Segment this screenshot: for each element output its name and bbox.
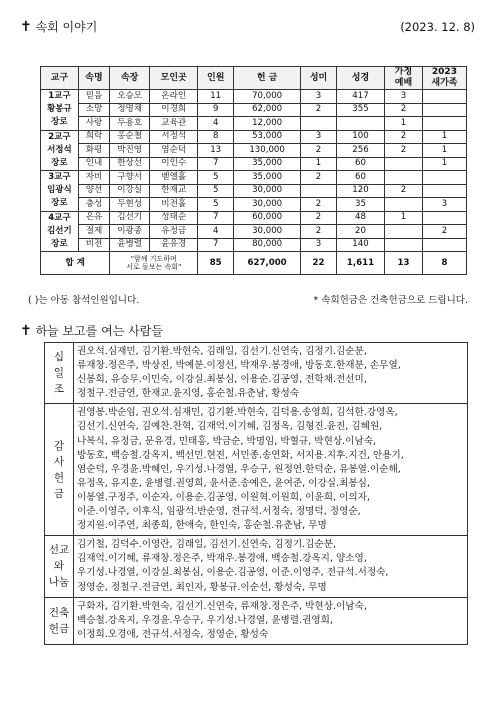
table-cell: 417 <box>336 90 384 104</box>
donor-line: 이정희.오경애, 전규석.서정숙, 정영순, 황성숙 <box>77 628 269 640</box>
table-cell: 4 <box>198 117 234 131</box>
table-cell: 절제 <box>78 225 109 239</box>
table-cell: 이인수 <box>150 157 198 171</box>
total-row <box>41 252 467 275</box>
total-offering: 627,000 <box>234 252 301 275</box>
table-row <box>41 144 467 158</box>
table-cell: 한재교 <box>150 184 198 198</box>
table-cell: 1 <box>422 144 466 158</box>
table-cell: 사랑 <box>78 117 109 131</box>
table-cell: 5 <box>198 171 234 185</box>
table-cell: 유정금 <box>150 225 198 239</box>
table-cell: 12,000 <box>234 117 301 131</box>
table-cell: 1 <box>422 157 466 171</box>
table-cell: 62,000 <box>234 103 301 117</box>
table-cell: 35,000 <box>234 157 301 171</box>
total-family: 13 <box>385 252 423 275</box>
donor-line: 정철구.전금연, 한재교.윤지영, 홍순철.유춘남, 황성숙 <box>77 388 300 400</box>
table-cell: 5 <box>198 198 234 212</box>
column-header: 모인곳 <box>150 67 198 90</box>
table-cell <box>422 117 466 131</box>
table-cell <box>385 198 423 212</box>
table-cell: 교육관 <box>150 117 198 131</box>
table-row <box>41 184 467 198</box>
donor-line: 나복식, 유정금, 문유경, 민태홍, 박금순, 박명임, 박혈규, 박현상.이남숙, <box>77 435 377 447</box>
table-row <box>41 117 467 131</box>
table-row <box>41 157 467 171</box>
table-cell: 믿음 <box>78 90 109 104</box>
table-cell: 온유 <box>78 211 109 225</box>
column-header: 속장 <box>110 67 150 90</box>
table-cell: 7 <box>198 238 234 252</box>
table-cell: 3 <box>301 238 337 252</box>
table-cell: 4 <box>198 225 234 239</box>
table-cell: 2 <box>385 144 423 158</box>
table-cell: 120 <box>336 184 384 198</box>
table-cell: 벧엘홀 <box>150 171 198 185</box>
offering-note: * 속회헌금은 건축헌금으로 드립니다. <box>313 295 468 306</box>
table-cell: 2 <box>301 144 337 158</box>
table-cell <box>422 238 466 252</box>
table-cell: 80,000 <box>234 238 301 252</box>
column-header: 교구 <box>41 67 79 90</box>
table-cell: 100 <box>336 130 384 144</box>
table-cell: 2 <box>301 225 337 239</box>
offering-category-row <box>45 404 468 536</box>
table-cell: 140 <box>336 238 384 252</box>
donor-line: 구화자, 김기환.박현숙, 김선기.신연숙, 류재창.정은주, 박현상.이남숙, <box>77 600 367 612</box>
table-cell: 3 <box>301 90 337 104</box>
donor-line: 이봉열.구정주, 이순자, 이용순.김공영, 이원혁.이원희, 이윤희, 이의자, <box>77 491 370 503</box>
donor-line: 방동호, 백승철.강옥지, 백선민.현진, 서민종.송연화, 서지용.지후.지건, 안용기, <box>77 449 404 461</box>
table-cell: 3 <box>422 198 466 212</box>
section-header-offerings <box>20 322 163 339</box>
table-cell: 성태순 <box>150 211 198 225</box>
offering-category-row <box>45 343 468 404</box>
column-header: 2023 새가족 <box>422 67 466 90</box>
table-cell: 홍순철 <box>110 130 150 144</box>
donor-line: 우기성.나경열, 이강실.최봉심, 이용순.김공영, 이준.이영주, 전규석.서정숙, <box>77 567 389 579</box>
table-cell: 화평 <box>78 144 109 158</box>
table-cell: 35 <box>336 198 384 212</box>
table-row <box>41 171 467 185</box>
column-header: 속명 <box>78 67 109 90</box>
table-row <box>41 225 467 239</box>
table-cell: 130,000 <box>234 144 301 158</box>
table-cell: 2 <box>301 171 337 185</box>
donor-line: 권영봉.박순임, 권오석.심재민, 김기환.박현숙, 김덕용.송영희, 김석한.강영옥, <box>77 407 398 419</box>
table-cell: 48 <box>336 211 384 225</box>
table-row <box>41 130 467 144</box>
table-cell: 53,000 <box>234 130 301 144</box>
child-count-note: ( )는 아동 참석인원입니다. <box>28 295 140 306</box>
table-cell: 20 <box>336 225 384 239</box>
donor-line: 권오석.심재민, 김기환.박현숙, 김래일, 김선기.신연숙, 김정기.김순분, <box>77 346 367 357</box>
total-memo: "함께 기도하며 서로 돌보는 속회" <box>110 252 198 275</box>
table-cell: 이광종 <box>110 225 150 239</box>
table-row <box>41 211 467 225</box>
table-cell: 온라인 <box>150 90 198 104</box>
table-row <box>41 90 467 104</box>
table-cell <box>422 103 466 117</box>
total-people: 85 <box>198 252 234 275</box>
table-cell: 비전 <box>78 238 109 252</box>
donor-line: 유정옥, 유지훈, 윤병렬.권영희, 윤서준.송예은, 윤여준, 이강실.최봉심, <box>77 477 370 489</box>
table-cell: 2 <box>385 130 423 144</box>
donor-line: 염순덕, 우경윤.박혜인, 우기성.나경열, 우승구, 원정연.한덕순, 유봉열.이순해, <box>77 463 401 475</box>
table-cell: 3 <box>385 90 423 104</box>
table-cell: 정명채 <box>110 103 150 117</box>
column-header: 헌 금 <box>234 67 301 90</box>
total-rice: 22 <box>301 252 337 275</box>
donor-line: 백승철.강옥지, 우경윤.우승구, 우기성.나경열, 윤병렬.권영희, <box>77 614 333 626</box>
offering-names-table <box>44 342 468 645</box>
cross-icon: ✝ <box>20 19 32 35</box>
offering-category-row <box>45 597 468 644</box>
table-cell <box>336 117 384 131</box>
table-cell: 1 <box>385 211 423 225</box>
district-cell: 2교구 서정석 장로 <box>41 130 79 171</box>
table-cell <box>422 90 466 104</box>
category-label: 건축 헌금 <box>45 597 74 644</box>
table-cell: 자비 <box>78 171 109 185</box>
category-label: 선교 와 나눔 <box>45 536 74 597</box>
table-cell: 60,000 <box>234 211 301 225</box>
table-cell: 소망 <box>78 103 109 117</box>
donor-list <box>74 536 468 597</box>
district-cell: 1교구 황봉규 장로 <box>41 90 79 131</box>
table-cell: 256 <box>336 144 384 158</box>
district-cell: 4교구 김선기 장로 <box>41 211 79 252</box>
table-cell: 이강실 <box>110 184 150 198</box>
section-title: 속회 이야기 <box>35 20 98 34</box>
table-cell: 인내 <box>78 157 109 171</box>
table-cell: 7 <box>198 157 234 171</box>
section-title: 하늘 보고를 여는 사람들 <box>35 324 163 338</box>
table-cell: 김선기 <box>110 211 150 225</box>
table-cell: 8 <box>198 130 234 144</box>
table-cell: 박진영 <box>110 144 150 158</box>
table-cell <box>301 184 337 198</box>
table-row <box>41 238 467 252</box>
table-cell: 비전홀 <box>150 198 198 212</box>
table-cell: 2 <box>301 103 337 117</box>
table-cell: 2 <box>301 198 337 212</box>
table-cell: 구향서 <box>110 171 150 185</box>
category-label: 십 일 조 <box>45 343 74 404</box>
donor-list <box>74 597 468 644</box>
table-cell <box>422 171 466 185</box>
attendance-header-row <box>41 67 467 90</box>
table-cell: 60 <box>336 171 384 185</box>
table-cell: 2 <box>422 225 466 239</box>
table-cell: 1 <box>385 117 423 131</box>
table-cell: 1 <box>301 157 337 171</box>
table-cell <box>385 157 423 171</box>
table-cell <box>422 184 466 198</box>
table-cell: 13 <box>198 144 234 158</box>
district-cell: 3교구 임광식 장로 <box>41 171 79 212</box>
table-cell: 양선 <box>78 184 109 198</box>
table-cell: 2 <box>385 103 423 117</box>
column-header: 인원 <box>198 67 234 90</box>
donor-line: 이준.이영주, 이후식, 임광석.반순영, 전규석.서정숙, 정명덕, 정영순, <box>77 506 361 518</box>
table-cell: 오승모 <box>110 90 150 104</box>
table-cell <box>385 225 423 239</box>
column-header: 성경 <box>336 67 384 90</box>
offering-category-row <box>45 536 468 597</box>
table-cell: 2 <box>385 184 423 198</box>
table-cell: 7 <box>198 211 234 225</box>
section-header-cell-meeting <box>20 18 475 38</box>
table-cell: 70,000 <box>234 90 301 104</box>
report-date: (2023. 12. 8) <box>400 20 475 34</box>
table-cell: 35,000 <box>234 171 301 185</box>
table-cell: 3 <box>301 130 337 144</box>
table-cell: 윤유경 <box>150 238 198 252</box>
table-cell: 11 <box>198 90 234 104</box>
table-cell: 서정석 <box>150 130 198 144</box>
table-cell <box>422 211 466 225</box>
table-cell: 희락 <box>78 130 109 144</box>
donor-list <box>74 343 468 404</box>
table-cell: 염순덕 <box>150 144 198 158</box>
table-cell: 2 <box>301 211 337 225</box>
column-header: 가정 예배 <box>385 67 423 90</box>
table-cell <box>385 171 423 185</box>
cross-icon: ✝ <box>20 323 32 339</box>
table-cell: 9 <box>198 103 234 117</box>
donor-list <box>74 404 468 536</box>
donor-line: 김재억.이기혜, 류재창.정은주, 박재우.봉경애, 백승철.강옥지, 양소영, <box>77 553 367 565</box>
table-cell: 충성 <box>78 198 109 212</box>
table-cell: 60 <box>336 157 384 171</box>
category-label: 감 사 헌 금 <box>45 404 74 536</box>
column-header: 성미 <box>301 67 337 90</box>
table-cell <box>385 238 423 252</box>
donor-line: 김기철, 김덕수.이영란, 김래일, 김선기.신연숙, 김정기.김순분, <box>77 539 337 551</box>
table-cell: 한상선 <box>110 157 150 171</box>
table-cell: 윤병렬 <box>110 238 150 252</box>
donor-line: 류재창.정은주, 박상진, 박예분.이정선, 박재우.봉경애, 방동호.한재분, 손무열, <box>77 360 401 372</box>
table-cell: 두현성 <box>110 198 150 212</box>
table-cell: 두용호 <box>110 117 150 131</box>
donor-line: 신봉희, 유승무.이민숙, 이강실.최봉심, 이용순.김공영, 전학채.전선미, <box>77 374 367 386</box>
donor-line: 정지원.이주연, 최종희, 한애숙, 한인숙, 홍순철.유춘남, 무명 <box>77 520 327 532</box>
table-notes <box>28 292 468 306</box>
total-newcomers: 8 <box>422 252 466 275</box>
table-cell: 30,000 <box>234 225 301 239</box>
table-cell: 5 <box>198 184 234 198</box>
table-cell: 1 <box>422 130 466 144</box>
table-cell <box>301 117 337 131</box>
table-row <box>41 198 467 212</box>
total-label: 합 계 <box>41 252 110 275</box>
table-row <box>41 103 467 117</box>
donor-line: 정영순, 정철구.전금연, 최인자, 황봉규.이순선, 황성숙, 무명 <box>77 581 327 593</box>
table-cell: 30,000 <box>234 198 301 212</box>
table-cell: 30,000 <box>234 184 301 198</box>
total-bible: 1,611 <box>336 252 384 275</box>
table-cell: 355 <box>336 103 384 117</box>
table-cell: 이경희 <box>150 103 198 117</box>
donor-line: 김선기.신연숙, 김예찬.찬혁, 김재억.이기혜, 김정옥, 김형진.윤진, 김혜원, <box>77 421 383 433</box>
attendance-table <box>40 66 467 275</box>
